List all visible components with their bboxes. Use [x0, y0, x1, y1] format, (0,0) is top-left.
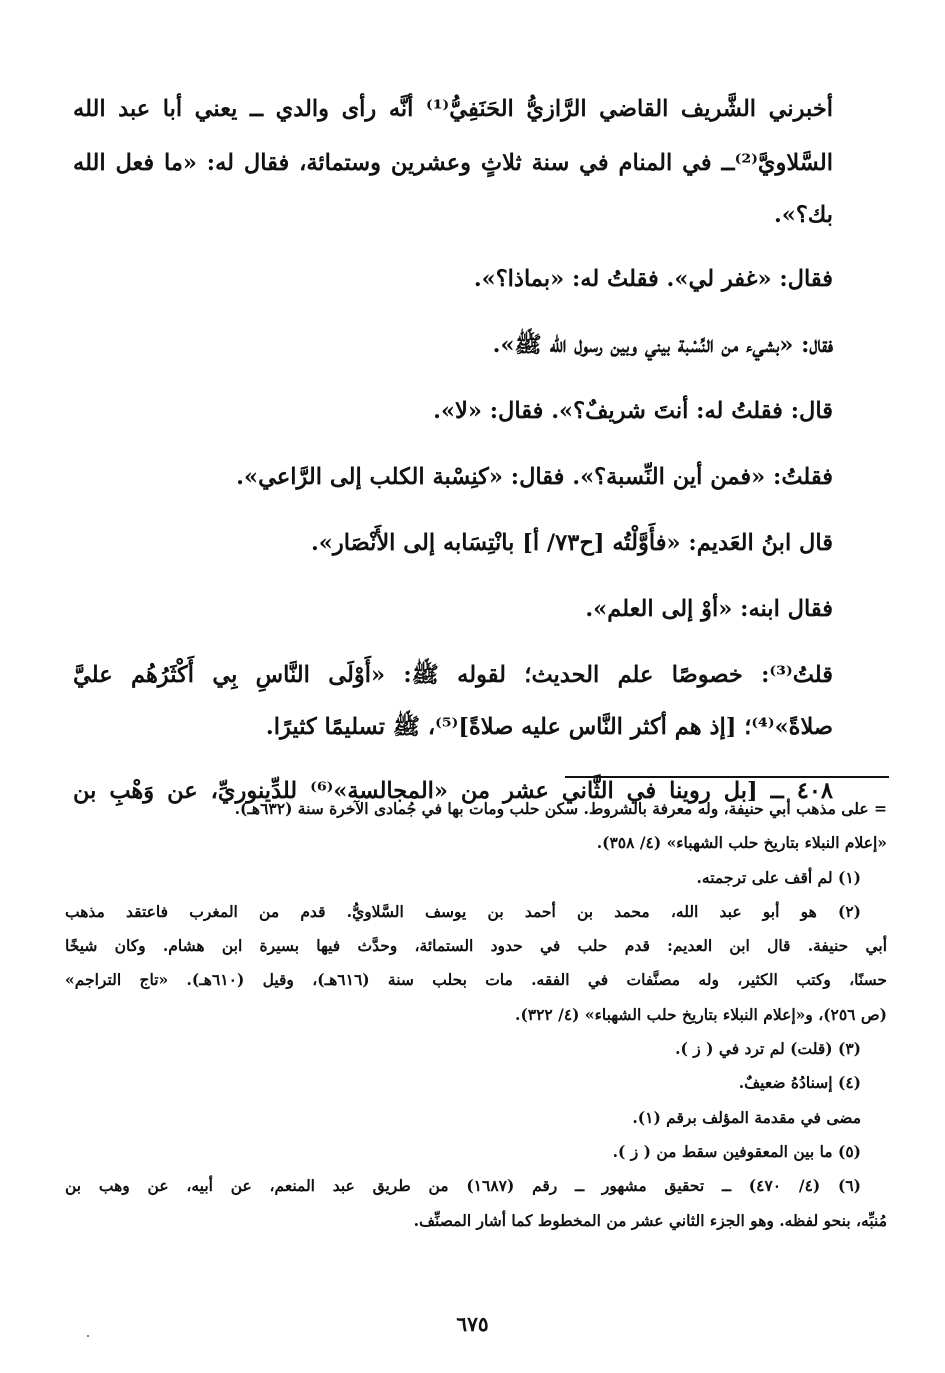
para9-line1: ٤٠٨ ــ [بل روينا في الثَّاني عشر من «المجالسة»⁽⁶⁾ للدِّينوريِّ، عن وَهْبِ بن	[73, 778, 833, 804]
footnote-3: (٣) (قلت) لم ترد في ( ز ).	[675, 1039, 861, 1059]
paragraph-gap	[73, 570, 833, 582]
footnote-continued-1: = على مذهب أبي حنيفة، وله معرفة بالشروط. سكن حلب ومات بها في جُمادى الآخرة سنة (٦٣٢هـ).	[234, 799, 887, 818]
footnote-2-line4: (ص ٢٥٦)، و«إعلام النبلاء بتاريخ حلب الشهباء» (٤/ ٣٢٢).	[515, 1004, 887, 1024]
para1-line3: بك؟».	[773, 202, 833, 228]
footnote-2-line2: أبي حنيفة. قال ابن العديم: قدم حلب في حدود الستمائة، وحدَّث فيها بسيرة ابن هشام. وكان شيخًا	[65, 936, 887, 956]
paragraph-gap	[73, 438, 833, 450]
text-line-3: فقال: «بشيء من النِّسْبة بيني وبين رسول الله ﷺ».	[492, 332, 833, 358]
footnote-6-line1: (٦) (٤/ ٤٧٠) ــ تحقيق مشهور ــ رقم (١٦٨٧) من طريق عبد المنعم، عن أبيه، عن وهب بن	[65, 1176, 861, 1196]
footnote-2-line1: (٢) هو أبو عبد الله، محمد بن أحمد بن يوسف السَّلاويُّ. قدم من المغرب فاعتقد مذهب	[65, 901, 861, 921]
para1-line2: السَّلاويَّ⁽²⁾ــ في المنام في سنة ثلاثٍ وعشرين وستمائة، فقال له: «ما فعل الله	[73, 150, 833, 176]
text-line-7: فقال ابنه: «أوْ إلى العلم».	[585, 596, 833, 622]
footnotes	[65, 792, 887, 1238]
footnote-4: (٤) إسنادُهُ ضعيفٌ.	[738, 1073, 861, 1093]
footnote-2-line3: حسنًا، وكتب الكثير، وله مصنَّفات في الفقه. مات بحلب سنة (٦١٦هـ)، وقيل (٦١٠هـ). «تاج التراجم»	[65, 970, 887, 990]
page-number: ٦٧٥	[456, 1312, 489, 1336]
text-line-6: قال ابنُ العَديم: «فأَوَّلْتُه [ح٧٣/ أ] بانْتِسَابه إلى الأَنْصَار».	[310, 530, 833, 556]
paragraph-gap	[73, 372, 833, 384]
scan-speck	[87, 1335, 89, 1337]
para1-line1: أخبرني الشَّريف القاضي الرَّازيُّ الحَنَفِيُّ⁽¹⁾ أنَّه رأى والدي ــ يعني أبا عبد الله	[73, 96, 833, 122]
footnote-continued-2: «إعلام النبلاء بتاريخ حلب الشهباء» (٤/ ٣٥٨).	[596, 833, 887, 853]
footnote-1: (١) لم أقف على ترجمته.	[696, 867, 861, 887]
footnote-5: (٥) ما بين المعقوفين سقط من ( ز ).	[612, 1141, 861, 1161]
footnote-4-note: مضى في مقدمة المؤلف برقم (١).	[632, 1107, 861, 1127]
para8-line1: قلتُ⁽³⁾: خصوصًا علم الحديث؛ لقوله ﷺ: «أَوْلَى النَّاسِ بِي أَكْثَرُهُم عليَّ	[73, 662, 833, 688]
paragraph-gap	[73, 752, 833, 764]
para8-line2: صلاةً»⁽⁴⁾؛ [إذ هم أكثر النَّاس عليه صلاةً]⁽⁵⁾، ﷺ تسليمًا كثيرًا.	[265, 714, 833, 740]
paragraph-gap	[73, 636, 833, 648]
main-text	[73, 82, 833, 818]
footnote-6-line2: مُنبِّه، بنحو لفظه. وهو الجزء الثاني عشر من المخطوط كما أشار المصنِّف.	[413, 1210, 887, 1230]
footnote-separator	[565, 776, 889, 778]
paragraph-gap	[73, 504, 833, 516]
text-line-5: فقلتُ: «فمن أين النِّسبة؟». فقال: «كنِسْبة الكلب إلى الرَّاعي».	[236, 464, 833, 490]
text-line-2: فقال: «غفر لي». فقلتُ له: «بماذا؟».	[473, 266, 833, 292]
text-line-4: قال: فقلتُ له: أنتَ شريفٌ؟». فقال: «لا».	[433, 398, 833, 424]
paragraph-gap	[73, 306, 833, 318]
paragraph-gap	[73, 240, 833, 252]
